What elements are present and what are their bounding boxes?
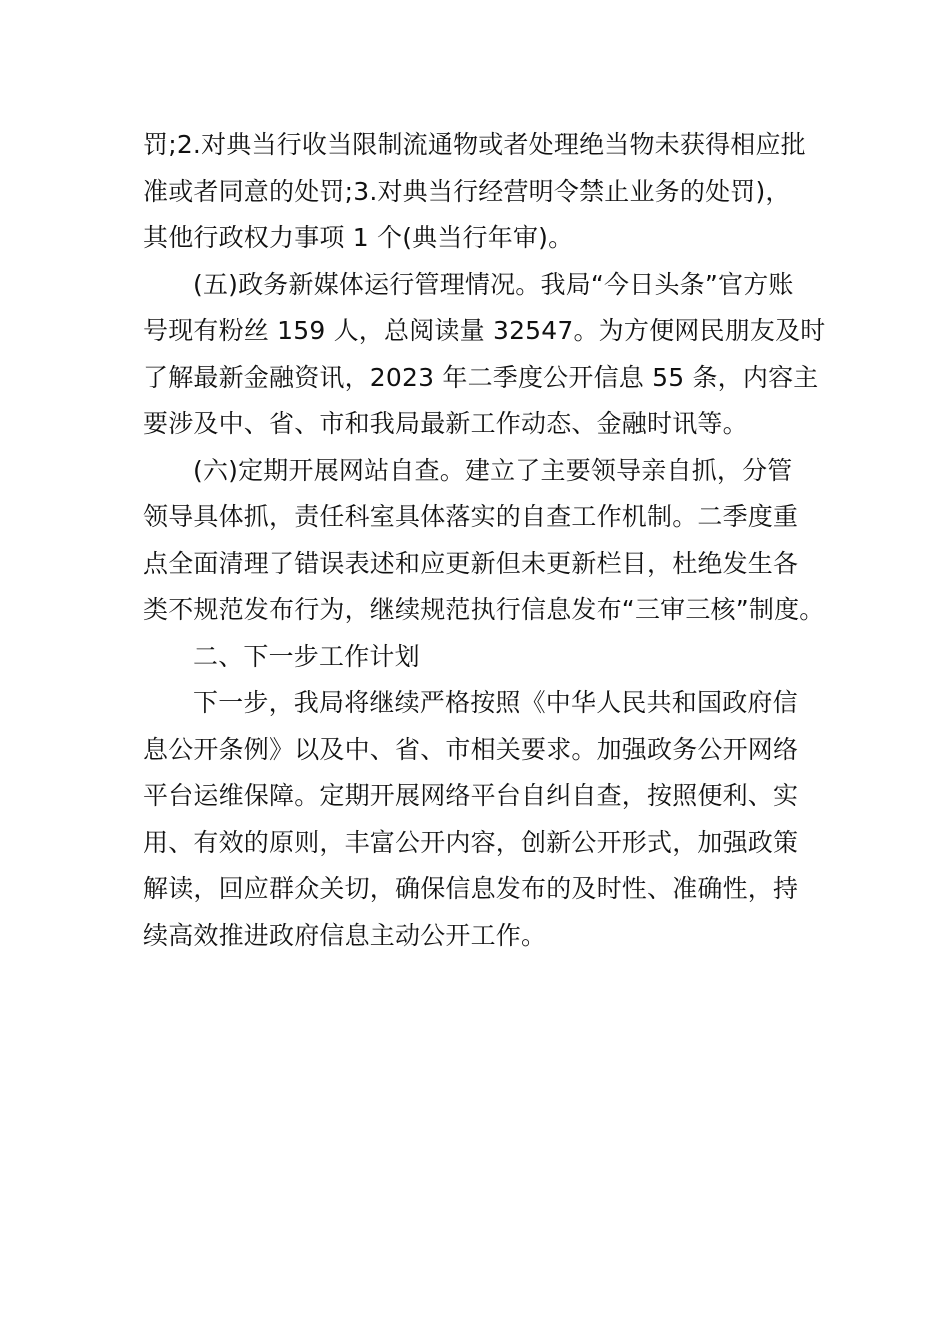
section-five-heading-line: (五)政务新媒体运行管理情况。我局“今日头条”官方账 bbox=[193, 269, 794, 299]
body-line: 类不规范发布行为，继续规范执行信息发布“三审三核”制度。 bbox=[143, 595, 825, 624]
document-body bbox=[143, 122, 826, 959]
body-line: 点全面清理了错误表述和应更新但未更新栏目，杜绝发生各 bbox=[143, 548, 799, 578]
body-line: 平台运维保障。定期开展网络平台自纠自查，按照便利、实 bbox=[143, 781, 799, 810]
section-heading-next-steps: 二、下一步工作计划 bbox=[193, 641, 420, 671]
body-line: 用、有效的原则，丰富公开内容，创新公开形式，加强政策 bbox=[143, 827, 799, 857]
next-steps-paragraph-start: 下一步，我局将继续严格按照《中华人民共和国政府信 bbox=[193, 688, 798, 717]
body-line: 息公开条例》以及中、省、市相关要求。加强政务公开网络 bbox=[143, 734, 799, 764]
body-line: 其他行政权力事项 1 个(典当行年审)。 bbox=[143, 223, 574, 252]
body-line: 罚;2.对典当行收当限制流通物或者处理绝当物未获得相应批 bbox=[143, 130, 806, 159]
body-line: 了解最新金融资讯，2023 年二季度公开信息 55 条，内容主 bbox=[143, 362, 819, 392]
body-line: 解读，回应群众关切，确保信息发布的及时性、准确性，持 bbox=[143, 874, 799, 903]
body-line: 领导具体抓，责任科室具体落实的自查工作机制。二季度重 bbox=[143, 502, 799, 531]
body-line: 要涉及中、省、市和我局最新工作动态、金融时讯等。 bbox=[143, 409, 748, 438]
body-line: 续高效推进政府信息主动公开工作。 bbox=[143, 920, 547, 950]
body-line: 准或者同意的处罚;3.对典当行经营明令禁止业务的处罚)， bbox=[143, 176, 791, 206]
body-line: 号现有粉丝 159 人，总阅读量 32547。为方便网民朋友及时 bbox=[143, 316, 826, 345]
section-six-heading-line: (六)定期开展网站自查。建立了主要领导亲自抓，分管 bbox=[193, 455, 793, 485]
